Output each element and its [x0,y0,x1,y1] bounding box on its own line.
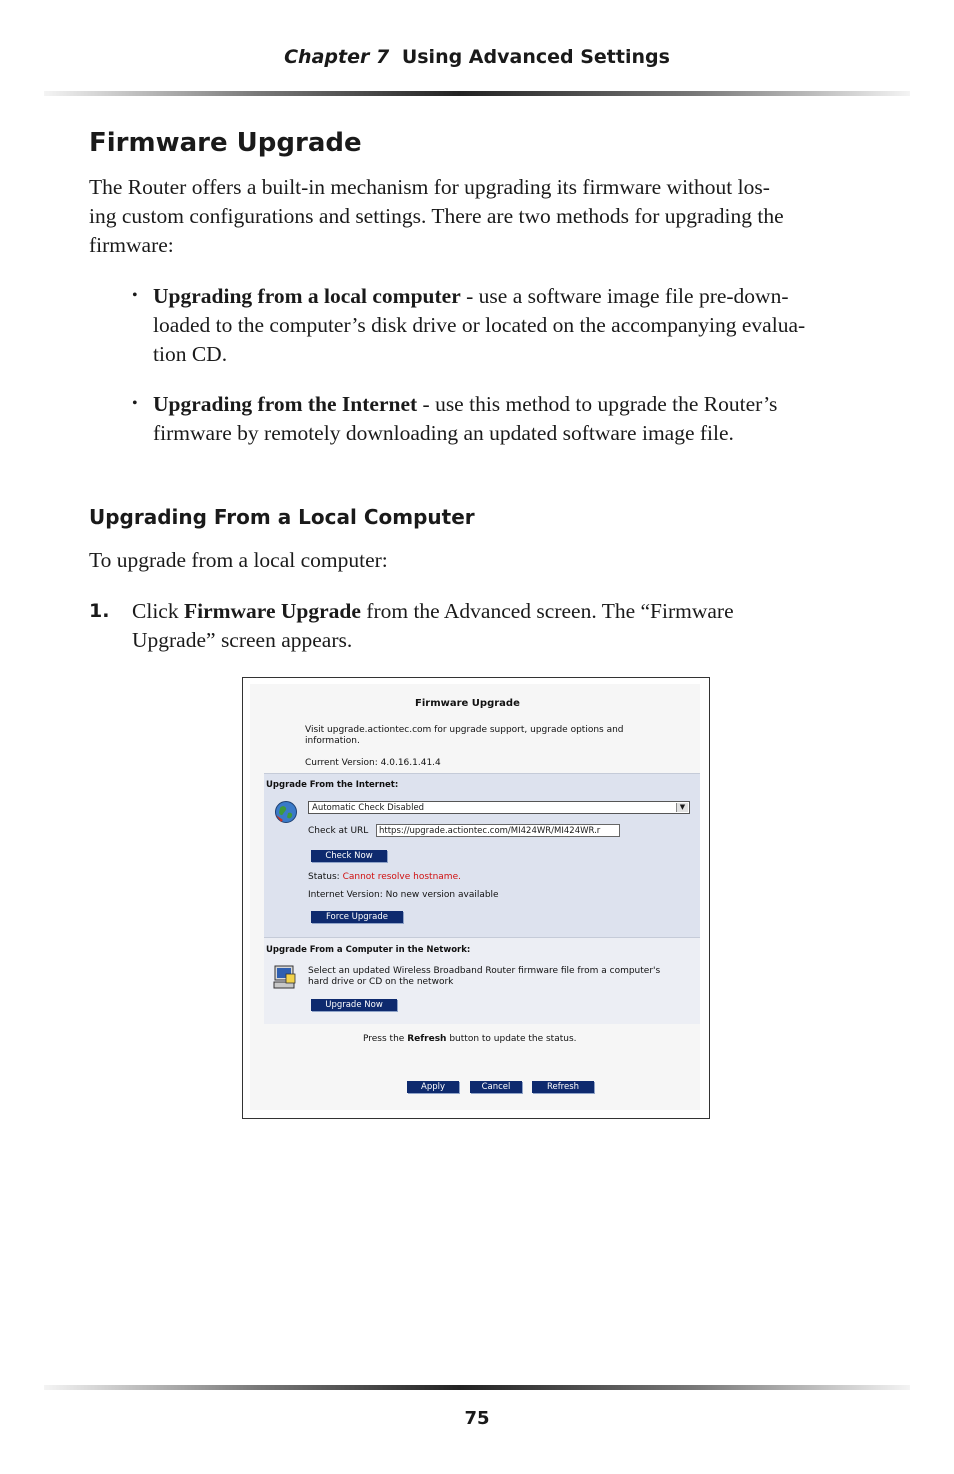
check-now-button[interactable]: Check Now [311,850,387,862]
intro-paragraph [89,173,869,260]
section-title: Firmware Upgrade [89,128,362,158]
check-mode-select[interactable] [308,801,690,814]
computer-icon [272,964,298,994]
bullet-bold: Upgrading from the Internet [153,392,418,416]
bullet-text: tion CD. [153,342,228,366]
chevron-down-icon[interactable]: ▼ [676,803,688,812]
internet-upgrade-group [264,773,700,937]
internet-version: Internet Version: No new version available [308,890,499,900]
network-upgrade-group [264,937,700,1024]
intro-line: The Router offers a built-in mechanism for upgrading its firmware without los- [89,175,770,199]
chapter-title: Using Advanced Settings [401,46,670,68]
step-pre: Click [132,599,184,623]
internet-group-title: Upgrade From the Internet: [266,780,399,790]
page-number: 75 [464,1408,490,1429]
firmware-upgrade-screenshot [242,677,710,1119]
bullet-text: - use a software image file pre-down- [460,284,789,308]
subsection-intro: To upgrade from a local computer: [89,548,388,572]
bullet-item-internet [153,390,873,448]
refresh-note-text: button to update the status. [449,1034,577,1044]
current-version: Current Version: 4.0.16.1.41.4 [305,758,441,768]
header-rule [44,91,910,96]
network-description: Select an updated Wireless Broadband Router firmware file from a computer's [308,966,661,976]
bullet-marker: • [132,395,138,412]
apply-button[interactable]: Apply [407,1081,459,1093]
bullet-text: firmware by remotely downloading an updated software image file. [153,421,734,445]
step-line2: Upgrade” screen appears. [132,628,353,652]
visit-text: information. [305,736,360,746]
status-value: Cannot resolve hostname. [342,872,461,882]
bullet-text: loaded to the computer’s disk drive or located on the accompanying evalua- [153,313,806,337]
check-url-input[interactable]: https://upgrade.actiontec.com/MI424WR/MI424WR.r [376,824,620,837]
chapter-label: Chapter 7 [284,46,390,68]
bullet-item-local [153,282,873,369]
network-group-title: Upgrade From a Computer in the Network: [266,945,471,955]
screenshot-panel [250,684,700,1110]
running-header [0,46,954,68]
step-number: 1. [89,600,110,622]
step-post: from the Advanced screen. The “Firmware [360,599,734,623]
step-bold: Firmware Upgrade [183,599,361,623]
footer-rule [44,1385,910,1390]
bullet-bold: Upgrading from a local computer [153,284,461,308]
bullet-text: - use this method to upgrade the Router’s [417,392,778,416]
network-description: hard drive or CD on the network [308,977,454,987]
cancel-button[interactable]: Cancel [470,1081,522,1093]
refresh-note-text: Press the [363,1034,405,1044]
intro-line: ing custom configurations and settings. There are two methods for upgrading the [89,204,784,228]
status-label: Status: [308,872,340,882]
upgrade-now-button[interactable]: Upgrade Now [311,999,397,1011]
status-line [308,872,461,882]
refresh-note-bold: Refresh [407,1034,447,1044]
check-url-label: Check at URL [308,826,369,836]
subsection-title: Upgrading From a Local Computer [89,505,475,529]
refresh-button[interactable]: Refresh [532,1081,594,1093]
globe-icon [274,800,298,828]
check-mode-value: Automatic Check Disabled [312,803,425,813]
intro-line: firmware: [89,233,174,257]
visit-text: Visit upgrade.actiontec.com for upgrade support, upgrade options and [305,725,624,735]
bullet-marker: • [132,287,138,304]
step-text [132,597,852,655]
screen-title: Firmware Upgrade [415,698,520,709]
refresh-note [363,1034,577,1044]
force-upgrade-button[interactable]: Force Upgrade [311,911,403,923]
